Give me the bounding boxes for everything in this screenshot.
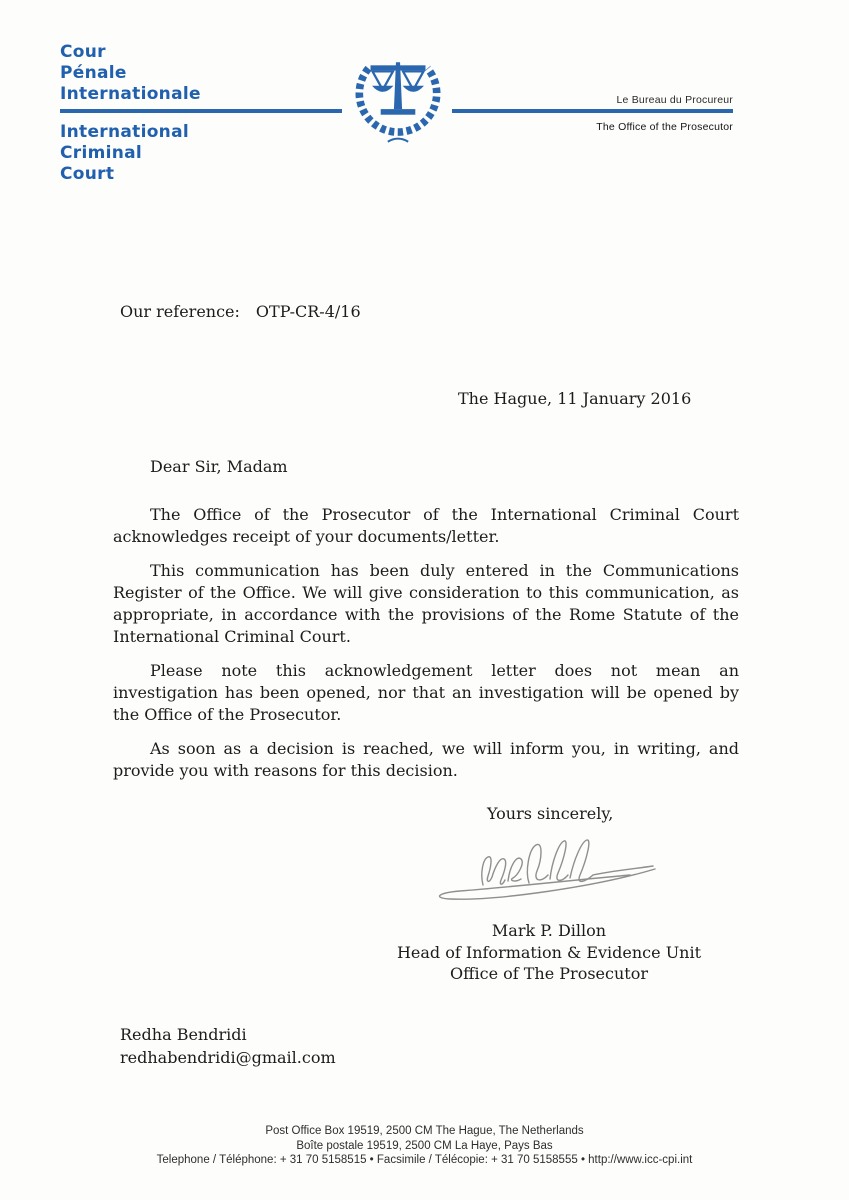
- footer-address-english: Post Office Box 19519, 2500 CM The Hague, The Netherlands: [265, 1125, 584, 1137]
- logo-wordmark-french: [60, 42, 201, 105]
- reference-label: Our reference:: [120, 302, 240, 321]
- paragraph-acknowledgement: The Office of the Prosecutor of the International Criminal Court acknowledges receipt of your documents/letter.: [113, 505, 739, 546]
- place-and-date: The Hague, 11 January 2016: [458, 389, 692, 408]
- footer-contact-line: Telephone / Téléphone: + 31 70 5158515 • Facsimile / Télécopie: + 31 70 5158555 • http://www.icc-cpi.int: [156, 1154, 693, 1166]
- signatory-title: Head of Information & Evidence Unit: [396, 942, 702, 962]
- logo-line: Internationale: [60, 84, 201, 104]
- sender-email: redhabendridi@gmail.com: [120, 1048, 336, 1067]
- department-name-english: The Office of the Prosecutor: [596, 121, 733, 133]
- footer-address-block: [0, 1124, 849, 1168]
- letter-body: [113, 504, 739, 794]
- header-rule-left: [60, 109, 342, 113]
- logo-line: Cour: [60, 42, 106, 62]
- footer-address-french: Boîte postale 19519, 2500 CM La Haye, Pays Bas: [296, 1139, 553, 1152]
- paragraph-decision: As soon as a decision is reached, we will inform you, in writing, and provide you with reasons for this decision.: [113, 739, 739, 780]
- handwritten-signature: [405, 833, 670, 913]
- paragraph-register: This communication has been duly entered in the Communications Register of the Office. We will give consideration to this communication, as appropriate, in accordance with the provisions of the Rome Statute of the International Criminal Court.: [113, 561, 739, 646]
- paragraph-no-investigation: Please note this acknowledgement letter does not mean an investigation has been opened, nor that an investigation will be opened by the Office of the Prosecutor.: [113, 661, 739, 724]
- logo-line: International: [60, 122, 189, 142]
- header-rule-right: [452, 109, 733, 113]
- closing-phrase: Yours sincerely,: [487, 804, 614, 823]
- logo-line: Pénale: [60, 63, 127, 83]
- sender-block: [120, 1023, 336, 1069]
- sender-name: Redha Bendridi: [120, 1025, 247, 1044]
- department-name-french: Le Bureau du Procureur: [616, 94, 733, 106]
- logo-line: Criminal: [60, 143, 143, 163]
- logo-line: Court: [60, 164, 115, 184]
- reference-line: [120, 302, 361, 321]
- signatory-name: Mark P. Dillon: [491, 921, 607, 940]
- logo-wordmark-english: [60, 122, 189, 185]
- signatory-block: [365, 920, 733, 985]
- icc-emblem-icon: [342, 56, 454, 150]
- signatory-office: Office of The Prosecutor: [450, 964, 648, 983]
- salutation: Dear Sir, Madam: [150, 457, 288, 476]
- reference-number: OTP-CR-4/16: [255, 302, 361, 321]
